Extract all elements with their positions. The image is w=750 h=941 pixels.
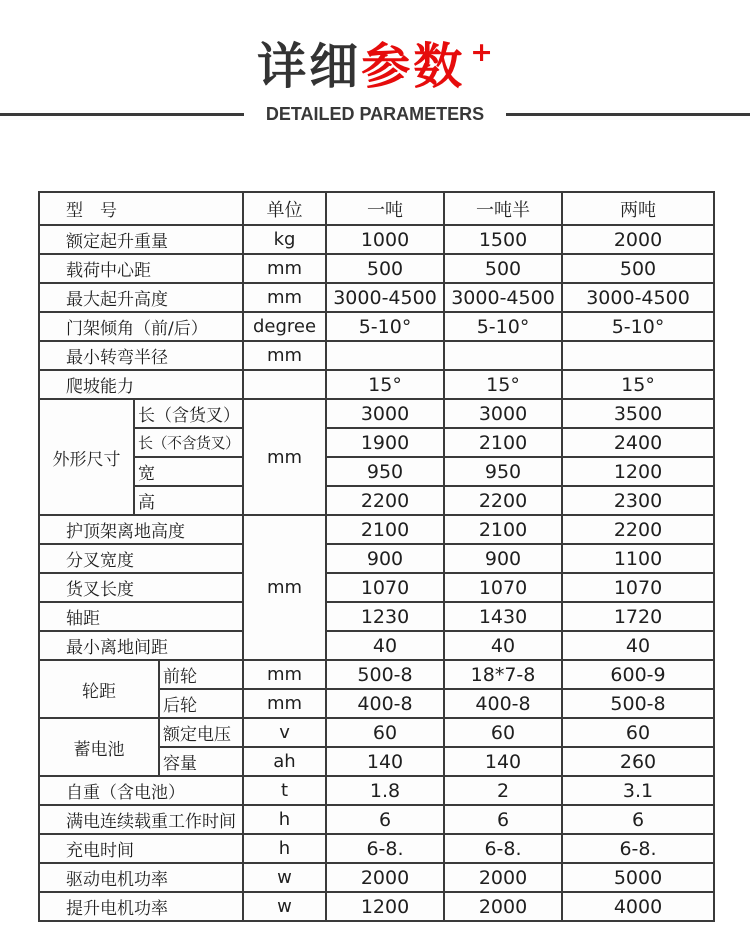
divider-line-left — [0, 113, 244, 116]
value-cell: 15° — [562, 370, 714, 399]
row-gradeability — [39, 370, 714, 399]
title-prefix: 详细 — [257, 38, 362, 95]
value-cell: 6 — [326, 805, 444, 834]
value-cell: 15° — [444, 370, 562, 399]
unit-cell: ah — [243, 747, 326, 776]
page-title — [0, 24, 750, 96]
row-rated-voltage — [39, 718, 714, 747]
unit-cell: mm — [243, 341, 326, 370]
value-cell: 40 — [562, 631, 714, 660]
unit-cell — [243, 370, 326, 399]
spec-label-cell: 自重（含电池） — [39, 776, 243, 805]
row-rated-lift-capacity — [39, 225, 714, 254]
spec-label-cell: 驱动电机功率 — [39, 863, 243, 892]
value-cell: 1000 — [326, 225, 444, 254]
row-mast-tilt-angle — [39, 312, 714, 341]
value-cell: 2400 — [562, 428, 714, 457]
value-cell: 6-8. — [326, 834, 444, 863]
value-cell: 1230 — [326, 602, 444, 631]
header-variant-2ton: 两吨 — [562, 192, 714, 225]
value-cell: 5-10° — [444, 312, 562, 341]
unit-cell: mm — [243, 283, 326, 312]
spec-label-cell: 提升电机功率 — [39, 892, 243, 921]
sub-label-cell: 宽 — [134, 457, 243, 486]
row-front-wheel — [39, 660, 714, 689]
value-cell: 1100 — [562, 544, 714, 573]
sub-label-cell: 前轮 — [159, 660, 243, 689]
value-cell: 1070 — [444, 573, 562, 602]
spec-label-cell: 爬坡能力 — [39, 370, 243, 399]
value-cell: 60 — [326, 718, 444, 747]
value-cell: 2300 — [562, 486, 714, 515]
header-unit: 单位 — [243, 192, 326, 225]
value-cell: 5000 — [562, 863, 714, 892]
value-cell: 3000-4500 — [326, 283, 444, 312]
value-cell: 40 — [326, 631, 444, 660]
value-cell: 4000 — [562, 892, 714, 921]
divider-line-right — [506, 113, 750, 116]
value-cell: 2200 — [444, 486, 562, 515]
plus-icon: + — [470, 37, 493, 68]
value-cell: 1200 — [326, 892, 444, 921]
value-cell: 500 — [562, 254, 714, 283]
row-max-lift-height — [39, 283, 714, 312]
value-cell: 400-8 — [326, 689, 444, 718]
value-cell: 400-8 — [444, 689, 562, 718]
value-cell: 260 — [562, 747, 714, 776]
row-fork-spread-width — [39, 544, 714, 573]
value-cell: 6 — [562, 805, 714, 834]
unit-cell: v — [243, 718, 326, 747]
sub-label-cell: 额定电压 — [159, 718, 243, 747]
value-cell: 6-8. — [444, 834, 562, 863]
value-cell: 1070 — [326, 573, 444, 602]
value-cell: 500 — [444, 254, 562, 283]
value-cell: 3.1 — [562, 776, 714, 805]
value-cell: 3000-4500 — [562, 283, 714, 312]
sub-label-cell: 长（含货叉） — [134, 399, 243, 428]
row-min-ground-clearance — [39, 631, 714, 660]
spec-label-cell: 货叉长度 — [39, 573, 243, 602]
unit-cell: mm — [243, 660, 326, 689]
unit-cell: mm — [243, 399, 326, 515]
row-length-with-forks — [39, 399, 714, 428]
value-cell: 2200 — [562, 515, 714, 544]
value-cell: 40 — [444, 631, 562, 660]
value-cell: 140 — [326, 747, 444, 776]
spec-label-cell: 门架倾角（前/后） — [39, 312, 243, 341]
title-accent: 参数 — [361, 38, 466, 95]
spec-table — [38, 191, 715, 922]
value-cell: 900 — [326, 544, 444, 573]
value-cell: 950 — [326, 457, 444, 486]
value-cell: 600-9 — [562, 660, 714, 689]
group-label-battery: 蓄电池 — [39, 718, 159, 776]
value-cell: 2000 — [562, 225, 714, 254]
subtitle-row — [0, 103, 750, 125]
spec-label-cell: 额定起升重量 — [39, 225, 243, 254]
value-cell: 60 — [562, 718, 714, 747]
sub-label-cell: 后轮 — [159, 689, 243, 718]
header-model: 型 号 — [39, 192, 243, 225]
value-cell: 60 — [444, 718, 562, 747]
sub-label-cell: 容量 — [159, 747, 243, 776]
row-drive-motor-power — [39, 863, 714, 892]
value-cell: 5-10° — [326, 312, 444, 341]
value-cell: 2000 — [444, 892, 562, 921]
unit-cell: degree — [243, 312, 326, 341]
row-overhead-guard-height — [39, 515, 714, 544]
value-cell: 900 — [444, 544, 562, 573]
value-cell: 500-8 — [562, 689, 714, 718]
unit-cell: mm — [243, 689, 326, 718]
unit-cell: mm — [243, 515, 326, 660]
value-cell: 500-8 — [326, 660, 444, 689]
value-cell: 2000 — [326, 863, 444, 892]
row-length-without-forks — [39, 428, 714, 457]
value-cell: 1.8 — [326, 776, 444, 805]
value-cell: 2100 — [444, 428, 562, 457]
value-cell: 5-10° — [562, 312, 714, 341]
unit-cell: t — [243, 776, 326, 805]
value-cell: 2100 — [326, 515, 444, 544]
value-cell: 6-8. — [562, 834, 714, 863]
spec-label-cell: 最小转弯半径 — [39, 341, 243, 370]
value-cell: 3000-4500 — [444, 283, 562, 312]
value-cell: 2000 — [444, 863, 562, 892]
spec-label-cell: 载荷中心距 — [39, 254, 243, 283]
value-cell — [562, 341, 714, 370]
unit-cell: h — [243, 805, 326, 834]
value-cell: 2100 — [444, 515, 562, 544]
value-cell: 3000 — [444, 399, 562, 428]
sub-label-cell: 高 — [134, 486, 243, 515]
spec-label-cell: 最小离地间距 — [39, 631, 243, 660]
header-variant-1ton: 一吨 — [326, 192, 444, 225]
value-cell — [444, 341, 562, 370]
unit-cell: w — [243, 863, 326, 892]
value-cell: 140 — [444, 747, 562, 776]
row-min-turning-radius — [39, 341, 714, 370]
spec-label-cell: 护顶架离地高度 — [39, 515, 243, 544]
value-cell: 1500 — [444, 225, 562, 254]
spec-label-cell: 分叉宽度 — [39, 544, 243, 573]
group-label-wheel-track: 轮距 — [39, 660, 159, 718]
value-cell: 500 — [326, 254, 444, 283]
value-cell: 950 — [444, 457, 562, 486]
spec-label-cell: 满电连续载重工作时间 — [39, 805, 243, 834]
unit-cell: w — [243, 892, 326, 921]
sub-label-cell: 长（不含货叉） — [134, 428, 243, 457]
value-cell: 3000 — [326, 399, 444, 428]
value-cell: 1070 — [562, 573, 714, 602]
unit-cell: kg — [243, 225, 326, 254]
value-cell: 1900 — [326, 428, 444, 457]
spec-label-cell: 充电时间 — [39, 834, 243, 863]
unit-cell: mm — [243, 254, 326, 283]
spec-label-cell: 最大起升高度 — [39, 283, 243, 312]
row-load-center-distance — [39, 254, 714, 283]
row-wheelbase — [39, 602, 714, 631]
value-cell — [326, 341, 444, 370]
value-cell: 15° — [326, 370, 444, 399]
value-cell: 18*7-8 — [444, 660, 562, 689]
row-height — [39, 486, 714, 515]
row-self-weight — [39, 776, 714, 805]
value-cell: 6 — [444, 805, 562, 834]
row-full-charge-working-time — [39, 805, 714, 834]
value-cell: 1430 — [444, 602, 562, 631]
group-label-dimensions: 外形尺寸 — [39, 399, 134, 515]
value-cell: 2 — [444, 776, 562, 805]
table-header-row — [39, 192, 714, 225]
value-cell: 1720 — [562, 602, 714, 631]
row-width — [39, 457, 714, 486]
unit-cell: h — [243, 834, 326, 863]
value-cell: 3500 — [562, 399, 714, 428]
row-charging-time — [39, 834, 714, 863]
page-subtitle: DETAILED PARAMETERS — [265, 103, 485, 124]
row-lift-motor-power — [39, 892, 714, 921]
header-variant-1.5ton: 一吨半 — [444, 192, 562, 225]
value-cell: 2200 — [326, 486, 444, 515]
spec-label-cell: 轴距 — [39, 602, 243, 631]
row-fork-length — [39, 573, 714, 602]
page-header — [0, 0, 750, 125]
value-cell: 1200 — [562, 457, 714, 486]
